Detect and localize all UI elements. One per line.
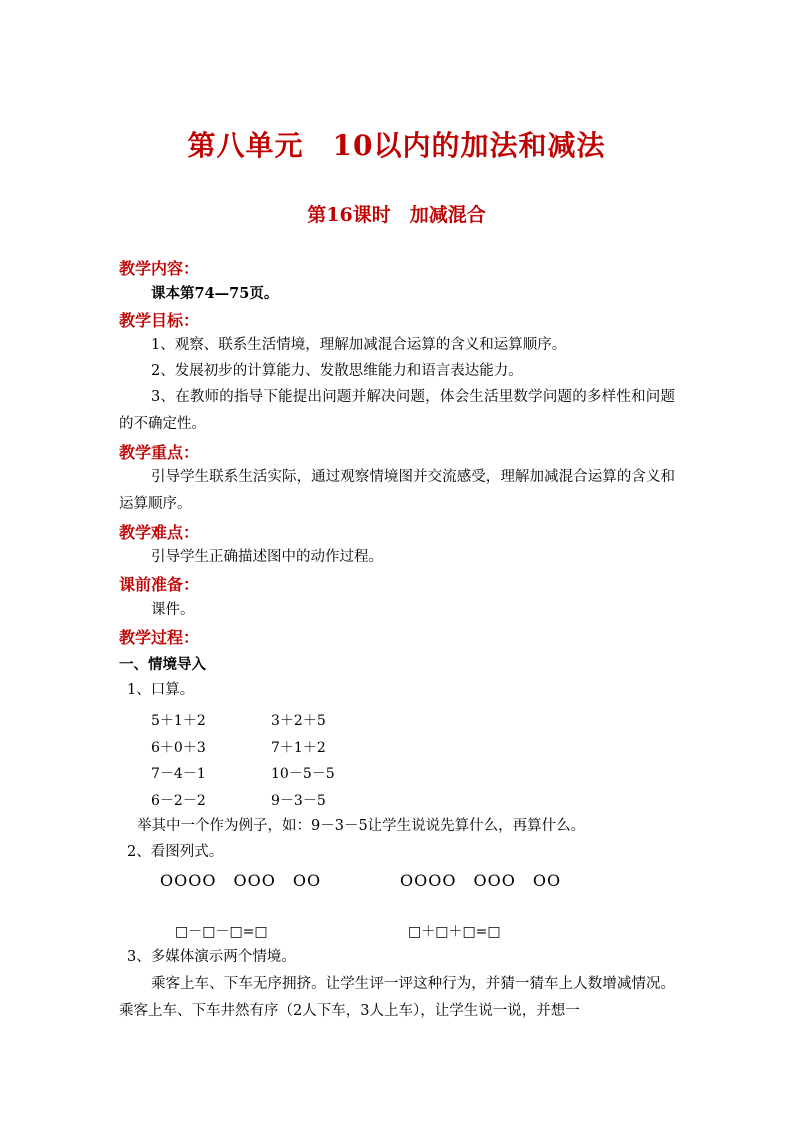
oral-item: 10－5－5	[271, 766, 335, 782]
key-heading: 教学重点：	[119, 443, 200, 462]
key-text: 引导学生联系生活实际，通过观察情境图并交流感受，理解加减混合运算的含义和运算顺序。	[119, 469, 675, 512]
picture-circles-right: OOOO OOO OO	[400, 871, 562, 890]
step3-label: 3、多媒体演示两个情境。	[127, 949, 296, 965]
formula-addition: □＋□＋□=□	[408, 924, 501, 940]
oral-item: 3＋2＋5	[271, 713, 326, 729]
content-heading: 教学内容：	[119, 259, 200, 278]
lesson-subtitle: 第16课时 加减混合	[307, 204, 486, 226]
oral-item: 9－3－5	[271, 793, 326, 809]
oral-item: 7＋1＋2	[271, 740, 326, 756]
goals-heading: 教学目标：	[119, 311, 200, 330]
content-text: 课本第74—75页。	[151, 285, 279, 302]
difficulty-heading: 教学难点：	[119, 523, 200, 542]
process-heading: 教学过程：	[119, 628, 200, 647]
scenario-text: 乘客上车、下车无序拥挤。让学生评一评这种行为，并猜一猜车上人数增减情况。乘客上车、下车井然有序（2人下车，3人上车），让学生说一说，并想一	[119, 976, 675, 1019]
picture-circles-left: OOOO OOO OO	[160, 871, 322, 890]
prep-heading: 课前准备：	[119, 575, 200, 594]
oral-item: 6－2－2	[151, 793, 206, 809]
part1-heading: 一、情境导入	[119, 656, 206, 673]
goal-3: 3、在教师的指导下能提出问题并解决问题，体会生活里数学问题的多样性和问题的不确定性。	[119, 389, 675, 432]
example-text: 举其中一个作为例子，如：9－3－5让学生说说先算什么，再算什么。	[137, 818, 586, 834]
step2-label: 2、看图列式。	[127, 844, 224, 860]
page-title: 第八单元 10以内的加法和减法	[187, 129, 606, 162]
oral-item: 7－4－1	[151, 766, 206, 782]
prep-text: 课件。	[151, 602, 195, 618]
goal-2: 2、发展初步的计算能力、发散思维能力和语言表达能力。	[151, 363, 523, 379]
formula-subtraction: □－□－□=□	[175, 924, 268, 940]
oral-item: 6＋0＋3	[151, 740, 206, 756]
oral-item: 5＋1＋2	[151, 713, 206, 729]
difficulty-text: 引导学生正确描述图中的动作过程。	[151, 549, 383, 565]
step1-label: 1、口算。	[127, 682, 195, 698]
goal-1: 1、观察、联系生活情境，理解加减混合运算的含义和运算顺序。	[151, 337, 567, 353]
